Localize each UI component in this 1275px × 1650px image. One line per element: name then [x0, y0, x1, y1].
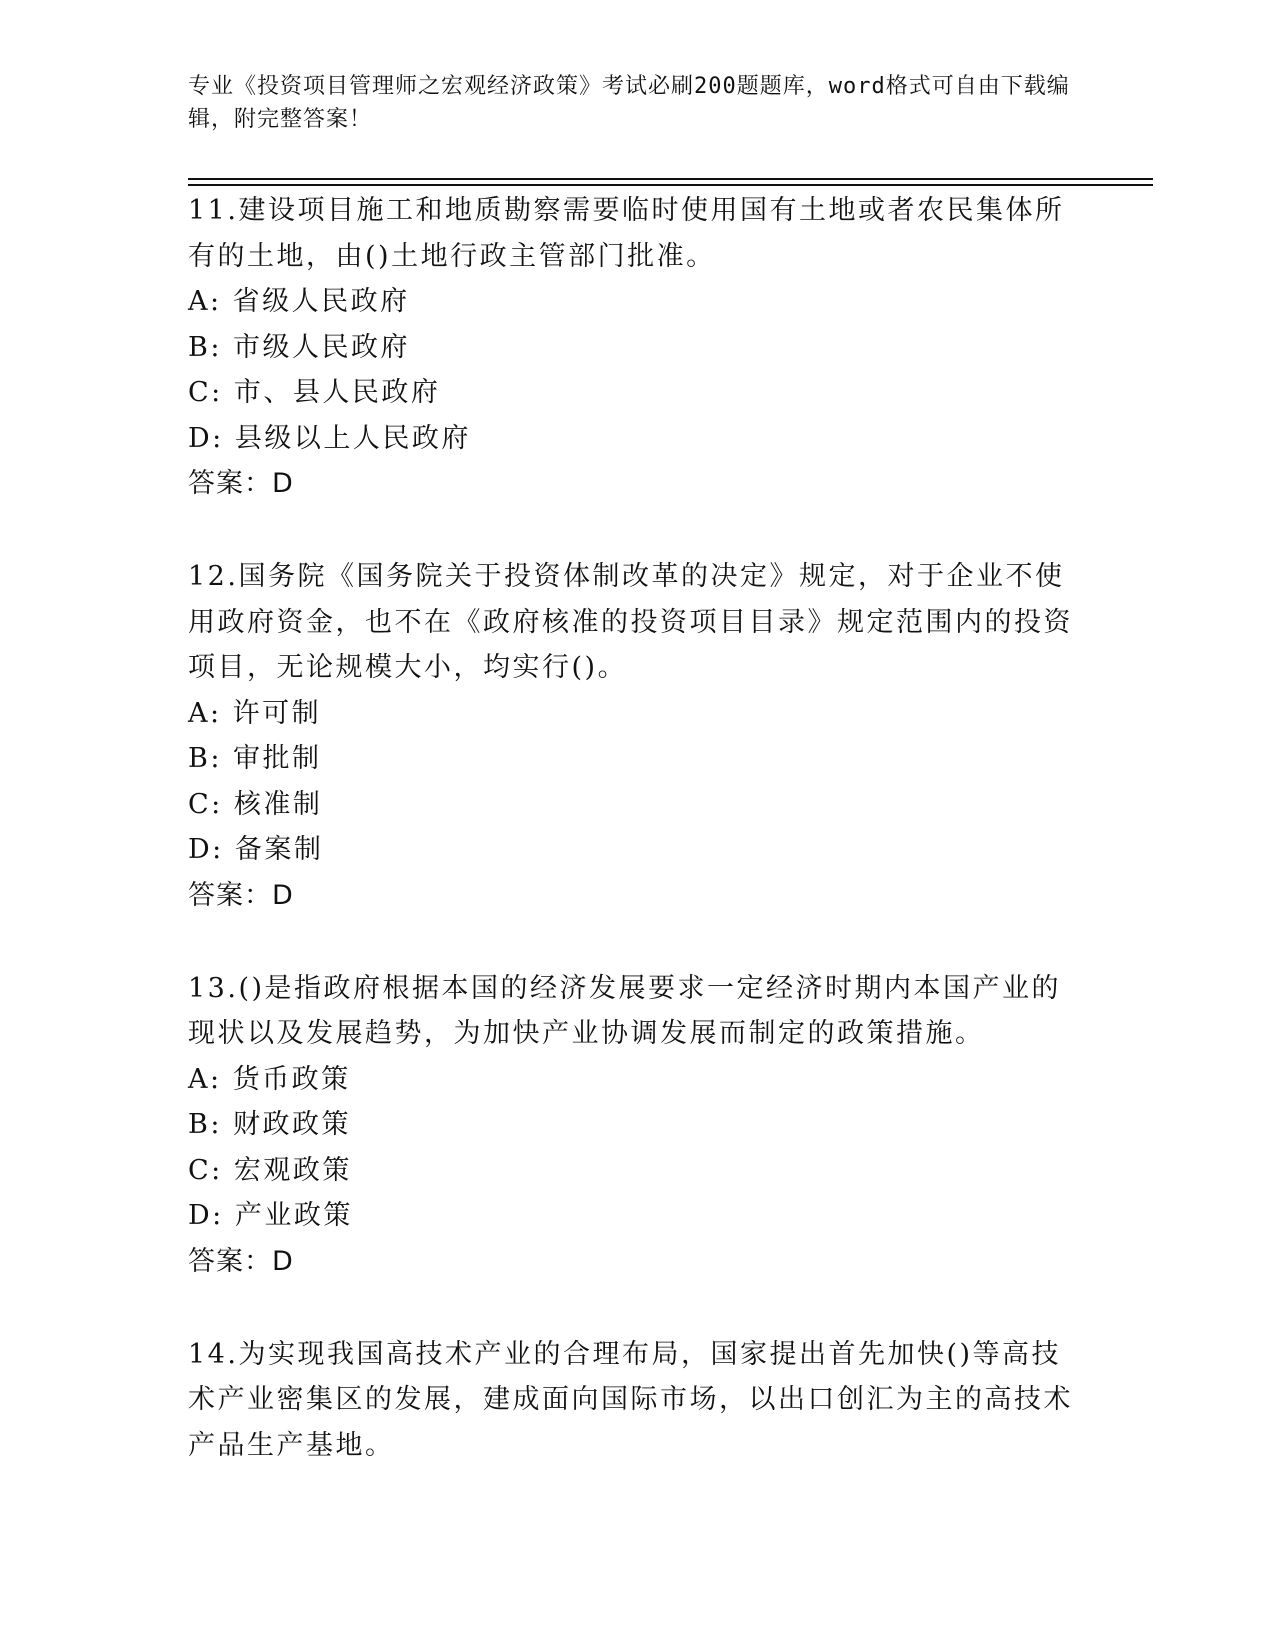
option-d: D: 县级以上人民政府	[188, 422, 471, 454]
option-d: D: 备案制	[188, 834, 324, 865]
option-a: A: 货币政策	[188, 1063, 351, 1095]
option-c: C: 宏观政策	[188, 1154, 352, 1186]
question-stem: 14.为实现我国高技术产业的合理布局，国家提出首先加快()等高技术产业密集区的发展，建成面向国际市场，以出口创汇为主的高技术产品生产基地。	[188, 1338, 1073, 1461]
option-c: C: 核准制	[188, 788, 323, 820]
document-header: 专业《投资项目管理师之宏观经济政策》考试必刷200题题库，word格式可自由下载编辑，附完整答案！	[188, 74, 1070, 132]
option-a: A: 省级人民政府	[188, 286, 410, 317]
question-stem: 13.()是指政府根据本国的经济发展要求一定经济时期内本国产业的现状以及发展趋势，为加快产业协调发展而制定的政策措施。	[188, 972, 1062, 1049]
answer-line: 答案：D	[188, 468, 294, 499]
answer-line: 答案：D	[188, 879, 294, 911]
question-stem: 12.国务院《国务院关于投资体制改革的决定》规定，对于企业不使用政府资金，也不在《政府核准的投资项目目录》规定范围内的投资项目，无论规模大小，均实行()。	[188, 561, 1073, 683]
question-14	[188, 1332, 1153, 1469]
option-d: D: 产业政策	[188, 1200, 353, 1231]
option-a: A: 许可制	[188, 697, 322, 729]
answer-line: 答案：D	[188, 1245, 294, 1277]
header-divider-top	[188, 178, 1153, 180]
header-divider-bottom	[188, 184, 1153, 186]
question-11	[188, 188, 1153, 507]
option-b: B: 市级人民政府	[188, 331, 411, 363]
question-12	[188, 554, 1153, 919]
question-13	[188, 966, 1153, 1285]
question-stem: 11.建设项目施工和地质勘察需要临时使用国有土地或者农民集体所有的土地，由()土地行政主管部门批准。	[188, 195, 1065, 272]
question-list	[188, 188, 1153, 1515]
option-b: B: 财政政策	[188, 1109, 352, 1140]
option-c: C: 市、县人民政府	[188, 377, 441, 408]
option-b: B: 审批制	[188, 743, 322, 774]
